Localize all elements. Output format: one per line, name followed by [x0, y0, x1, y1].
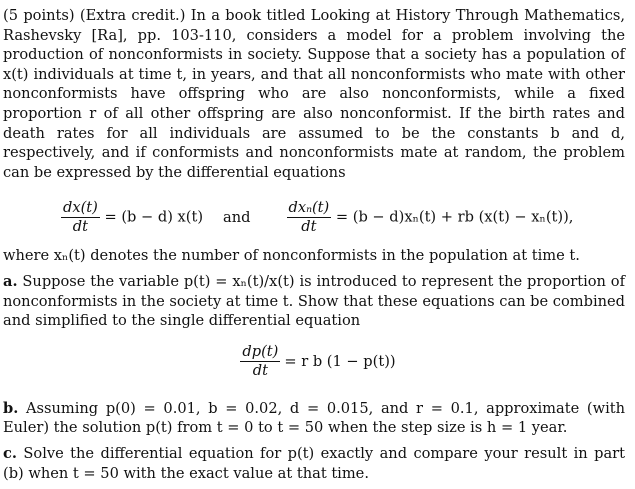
equation-1-fraction	[61, 199, 100, 236]
where-line: where xₙ(t) denotes the number of nonconformists in the population at time t.	[3, 247, 580, 265]
equation-1-numerator: dx(t)	[63, 198, 98, 216]
part-b-label: b.	[3, 399, 19, 417]
equation-2-rhs: = (b − d)xₙ(t) + rb (x(t) − xₙ(t)),	[335, 208, 574, 226]
equation-2-numerator: dxₙ(t)	[288, 198, 330, 216]
part-a-text: Suppose the variable p(t) = xₙ(t)/x(t) is introduced to represent the proportion of nonconformists in the society at time t. Show that these equations can be combined and simplified to the single differential equation	[3, 272, 625, 330]
equation-1-denominator: dt	[72, 217, 89, 235]
equation-2	[287, 199, 574, 236]
equation-3-denominator: dt	[252, 362, 268, 380]
equation-3-numerator: dp(t)	[242, 343, 279, 361]
equation-1-rhs: = (b − d) x(t)	[104, 208, 204, 226]
intro-paragraph: (5 points) (Extra credit.) In a book titled Looking at History Through Mathematics, Rashevsky [Ra], pp. 103-110, considers a model for a problem involving the production of nonconformists in society. Suppose that a society has a population of x(t) individuals at time t, in years, and that all nonconformists who mate with other nonconformists have offspring who are also nonconformists, while a fixed proportion r of all other offspring are also nonconformist. If the birth rates and death rates for all individuals are assumed to be the constants b and d, respectively, and if conformists and nonconformists mate at random, the problem can be expressed by the differential equations	[3, 7, 625, 181]
equation-2-denominator: dt	[301, 217, 317, 235]
equation-1	[61, 199, 203, 236]
equation-3-fraction	[240, 343, 280, 380]
part-a	[3, 272, 625, 331]
part-b	[3, 399, 625, 438]
equation-2-fraction	[287, 199, 332, 236]
part-c	[3, 444, 625, 483]
and-word: and	[223, 208, 251, 226]
part-c-text: Solve the differential equation for p(t) exactly and compare your result in part (b) when t = 50 with the exact value at that time.	[3, 444, 626, 482]
equation-3-rhs: = r b (1 − p(t))	[284, 352, 396, 370]
differential-equations-row	[3, 194, 625, 240]
equation-3	[3, 339, 625, 385]
part-c-label: c.	[3, 444, 17, 462]
part-b-text: Assuming p(0) = 0.01, b = 0.02, d = 0.015, and r = 0.1, approximate (with Euler) the solution p(t) from t = 0 to t = 50 when the step size is h = 1 year.	[3, 399, 626, 437]
part-a-label: a.	[3, 272, 18, 290]
